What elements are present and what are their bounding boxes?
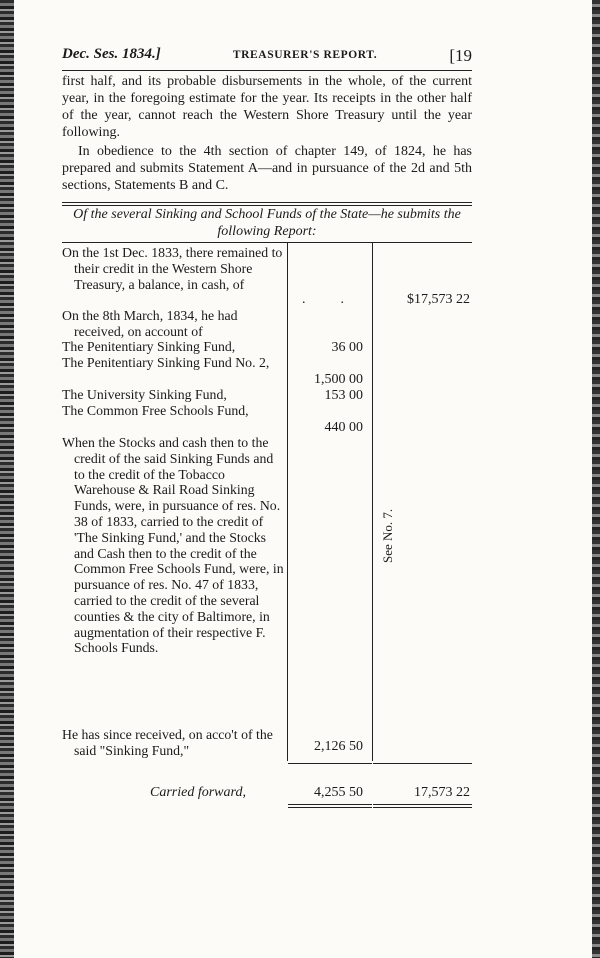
header-rule: [62, 70, 472, 71]
session-label: Dec. Ses. 1834.]: [62, 46, 161, 62]
entry-opening-balance: On the 1st Dec. 1833, there remained to their credit in the Western Shore Treasury, a balance, in cash, of: [62, 245, 283, 292]
total-double-underline-col1: [288, 807, 372, 808]
page-number: [19: [449, 46, 472, 65]
total-underline-col2: [373, 804, 472, 805]
amount-opening-balance: $17,573 22: [407, 292, 470, 307]
paragraph-estimate: first half, and its probable disbursements in the whole, of the current year, in the foregoing estimate for the year. Its receipts in the other half of the year, cannot reach the Western Shore Treasury until the year following.: [62, 74, 472, 140]
entry-penitentiary: The Penitentiary Sinking Fund,: [62, 339, 236, 354]
paragraph-obedience: In obedience to the 4th section of chapter 149, of 1824, he has prepared and submits Statement A—and in pursuance of the 2d and 5th sections, Statements B and C.: [62, 144, 472, 193]
sum-rule-col1: [288, 763, 372, 764]
ledger-descriptions: [62, 245, 286, 759]
ledger-column-divider-1: [287, 243, 288, 761]
running-header: [62, 46, 472, 66]
amount-since-received: 2,126 50: [314, 739, 363, 754]
funds-ledger: [62, 243, 472, 813]
report-caption: Of the several Sinking and School Funds of the State—he submits the following Report:: [73, 207, 461, 239]
book-binding-edge: [0, 0, 14, 958]
page-edge-right: [592, 0, 600, 958]
ledger-column-divider-2: [372, 243, 373, 761]
amount-penitentiary: 36 00: [331, 340, 363, 355]
carried-forward-label: Carried forward,: [150, 785, 246, 800]
entry-stocks-transfer: When the Stocks and cash then to the credit of the said Sinking Funds and to the credit of the Tobacco Warehouse & Rail Road Sinking Funds, were, in pursuance of res. No. 38 of 1833, carried to the credit of 'The Sinking Fund,' and the Stocks and Cash then to the credit of the Common Free Schools Fund, were, in pursuance of res. No. 47 of 1833, carried to the credit of the several counties & the city of Baltimore, in augmentation of their respective F. Schools Funds.: [62, 435, 284, 656]
entry-penitentiary-no2: The Penitentiary Sinking Fund No. 2,: [62, 355, 270, 370]
amount-free-schools: 440 00: [324, 420, 363, 435]
report-title: TREASURER'S REPORT.: [232, 49, 378, 61]
entry-march-receipts: On the 8th March, 1834, he had received, on account of: [62, 308, 238, 339]
total-underline-col1: [288, 804, 372, 805]
total-double-underline-col2: [373, 807, 472, 808]
amount-university: 153 00: [324, 388, 363, 403]
entry-since-received: He has since received, on acco't of the said "Sinking Fund,": [62, 727, 273, 758]
carried-forward-col2: 17,573 22: [414, 785, 470, 800]
entry-free-schools: The Common Free Schools Fund,: [62, 403, 249, 418]
document-page: [62, 46, 472, 813]
entry-university: The University Sinking Fund,: [62, 387, 227, 402]
sum-rule-col2: [373, 763, 472, 764]
see-note-marginal: See No. 7.: [380, 508, 395, 563]
amount-penitentiary-no2: 1,500 00: [314, 372, 363, 387]
leader-dots: . .: [302, 292, 344, 307]
carried-forward-col1: 4,255 50: [314, 785, 363, 800]
